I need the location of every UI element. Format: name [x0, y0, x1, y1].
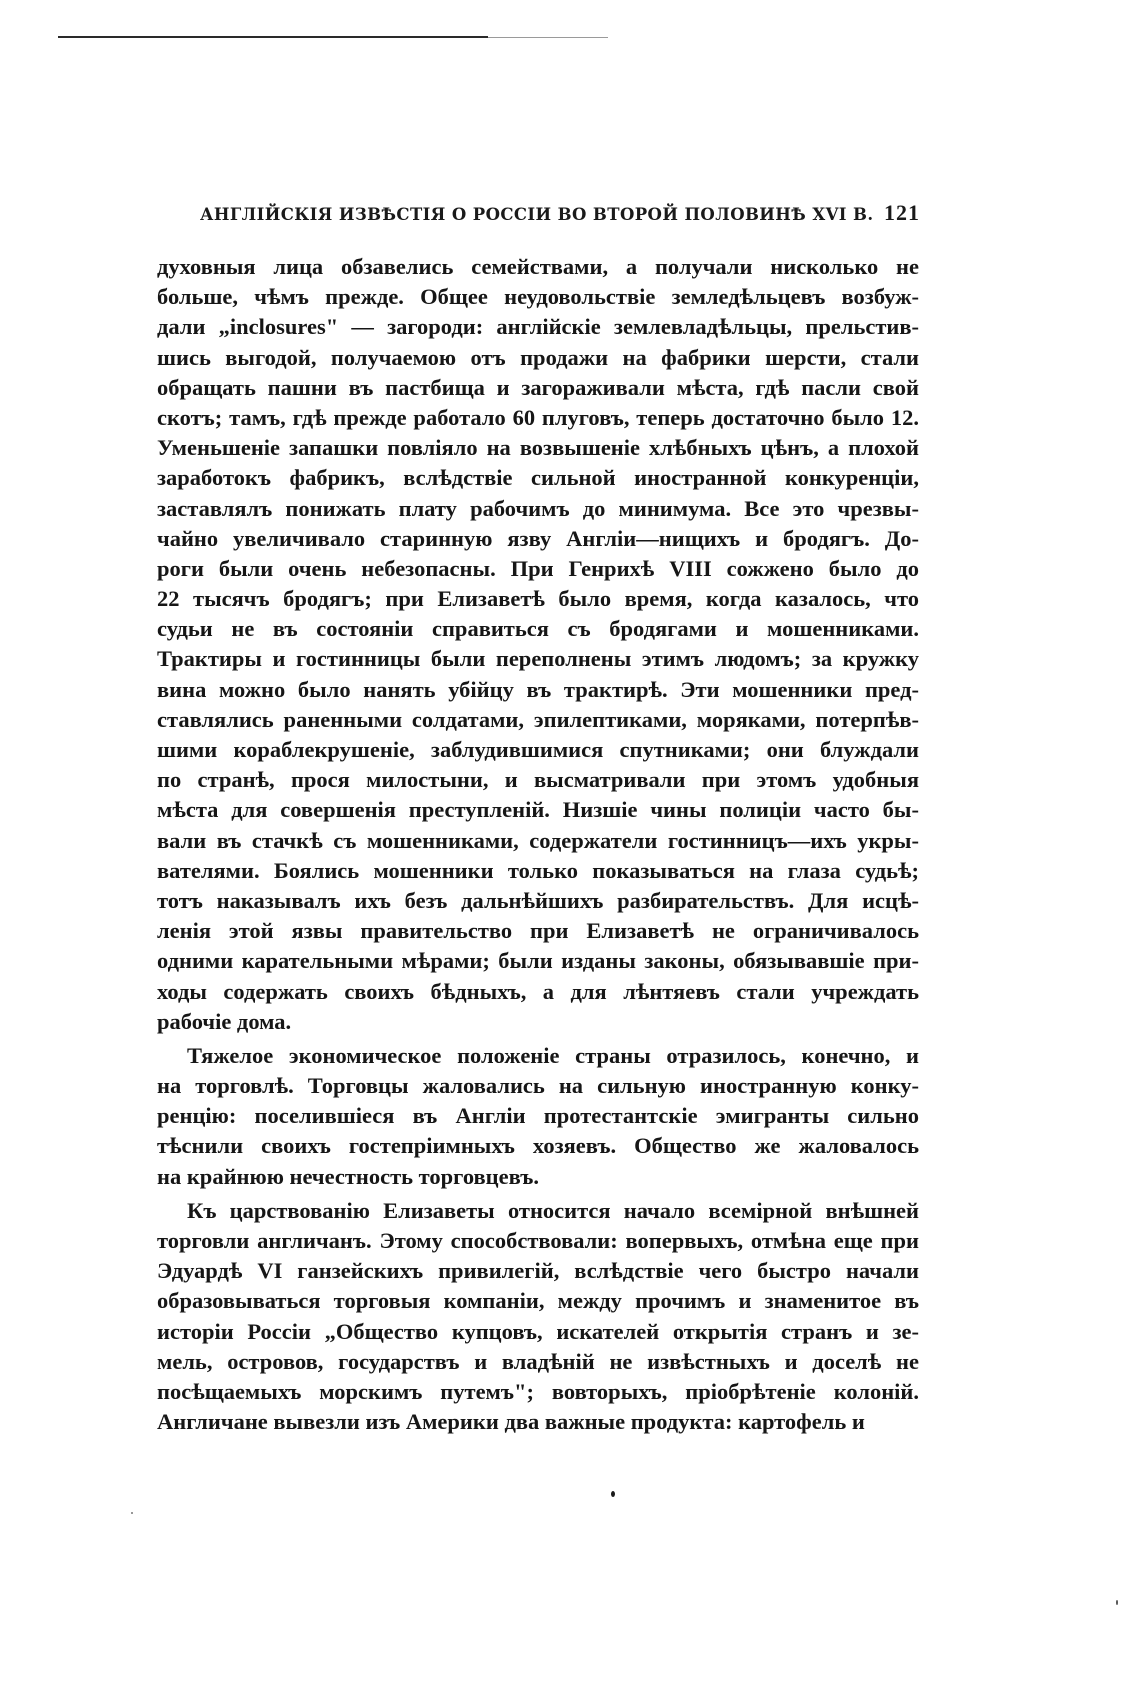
text-line: вателями. Боялись мошенники только показываться на глаза судьѣ;	[157, 857, 919, 883]
text-line: судьи не въ состояніи справиться съ бродягами и мошенниками.	[157, 616, 919, 642]
text-line: больше, чѣмъ прежде. Общее неудовольствіе земледѣльцевъ возбуж-	[157, 284, 919, 310]
text-line: по странѣ, прося милостыни, и высматривали при этомъ удобныя	[157, 767, 919, 793]
text-line: одними карательными мѣрами; были изданы законы, обязывавшіе при-	[157, 948, 919, 974]
text-line: духовныя лица обзавелись семействами, а получали нисколько не	[157, 254, 919, 279]
text-line: обращать пашни въ пастбища и загораживали мѣста, гдѣ пасли свой	[157, 374, 919, 400]
text-line: Трактиры и гостинницы были переполнены этимъ людомъ; за кружку	[157, 646, 919, 672]
text-line: исторіи Россіи „Общество купцовъ, искателей открытія странъ и зе-	[157, 1318, 919, 1344]
text-line: образовываться торговыя компаніи, между прочимъ и знаменитое въ	[157, 1288, 919, 1314]
text-line: Къ царствованію Елизаветы относится начало всемірной внѣшней	[187, 1197, 919, 1223]
text-line: дали „inclosures" — загороди: англійскіе землевладѣльцы, прельстив-	[157, 314, 919, 340]
text-line: Тяжелое экономическое положеніе страны отразилось, конечно, и	[187, 1042, 919, 1068]
text-line: ренцію: поселившіеся въ Англіи протестантскіе эмигранты сильно	[157, 1103, 919, 1129]
text-line: торговли англичанъ. Этому способствовали: вопервыхъ, отмѣна еще при	[157, 1228, 919, 1253]
page-number: 121	[884, 200, 920, 225]
text-line: шись выгодой, получаемою отъ продажи на фабрики шерсти, стали	[157, 344, 919, 370]
text-line: ставлялись раненными солдатами, эпилептиками, моряками, потерпѣв-	[157, 706, 919, 732]
scan-edge-rule-faint	[488, 37, 608, 38]
text-line: посѣщаемыхъ морскимъ путемъ"; вовторыхъ, пріобрѣтеніе колоній.	[157, 1378, 919, 1404]
text-line: мѣста для совершенія преступленій. Низшіе чины полиціи часто бы-	[157, 797, 919, 823]
scan-edge-rule	[58, 36, 488, 38]
text-line: Англичане вывезли изъ Америки два важные продукта: картофель и	[157, 1409, 865, 1435]
paragraph	[157, 1196, 919, 1438]
ink-speck	[611, 1491, 615, 1497]
text-line: заработокъ фабрикъ, вслѣдствіе сильной иностранной конкуренціи,	[157, 465, 919, 491]
text-line: мель, островов, государствъ и владѣній не извѣстныхъ и доселѣ не	[157, 1348, 919, 1374]
text-line: шими кораблекрушеніе, заблудившимися спутниками; они блуждали	[157, 737, 919, 762]
running-head	[200, 200, 920, 230]
running-head-title: АНГЛІЙСКІЯ ИЗВѢСТІЯ О РОССІИ ВО ВТОРОЙ ПОЛОВИНѢ XVI В.	[200, 205, 874, 224]
text-line: 22 тысячъ бродягъ; при Елизаветѣ было время, когда казалось, что	[157, 586, 919, 612]
text-line: тотъ наказывалъ ихъ безъ дальнѣйшихъ разбирательствъ. Для исцѣ-	[157, 887, 919, 913]
text-line: скотъ; тамъ, гдѣ прежде работало 60 плуговъ, теперь достаточно было 12.	[157, 404, 919, 430]
text-line: Эдуардѣ VI ганзейскихъ привилегій, вслѣдствіе чего быстро начали	[157, 1258, 919, 1284]
text-line: ленія этой язвы правительство при Елизаветѣ не ограничивалось	[157, 918, 919, 944]
text-line: вали въ стачкѣ съ мошенниками, содержатели гостинницъ—ихъ укры-	[157, 827, 919, 853]
ink-speck	[1116, 1600, 1118, 1605]
text-line: Уменьшеніе запашки повліяло на возвышеніе хлѣбныхъ цѣнъ, а плохой	[157, 435, 919, 461]
paragraph	[157, 1041, 919, 1192]
text-line: рабочіе дома.	[157, 1008, 292, 1034]
text-line: вина можно было нанять убійцу въ трактирѣ. Эти мошенники пред-	[157, 676, 919, 702]
text-line: роги были очень небезопасны. При Генрихѣ VIII сожжено было до	[157, 555, 919, 581]
text-line: ходы содержать своихъ бѣдныхъ, а для лѣнтяевъ стали учреждать	[157, 978, 919, 1004]
paragraph	[157, 252, 919, 1037]
text-line: тѣснили своихъ гостепріимныхъ хозяевъ. Общество же жаловалось	[157, 1133, 919, 1159]
text-line: заставлялъ понижать плату рабочимъ до минимума. Все это чрезвы-	[157, 495, 919, 521]
body-text	[157, 252, 919, 1437]
text-line: чайно увеличивало старинную язву Англіи—нищихъ и бродягъ. До-	[157, 525, 919, 551]
text-line: на крайнюю нечестность торговцевъ.	[157, 1163, 539, 1189]
ink-speck	[131, 1512, 133, 1514]
text-line: на торговлѣ. Торговцы жаловались на сильную иностранную конку-	[157, 1073, 919, 1099]
